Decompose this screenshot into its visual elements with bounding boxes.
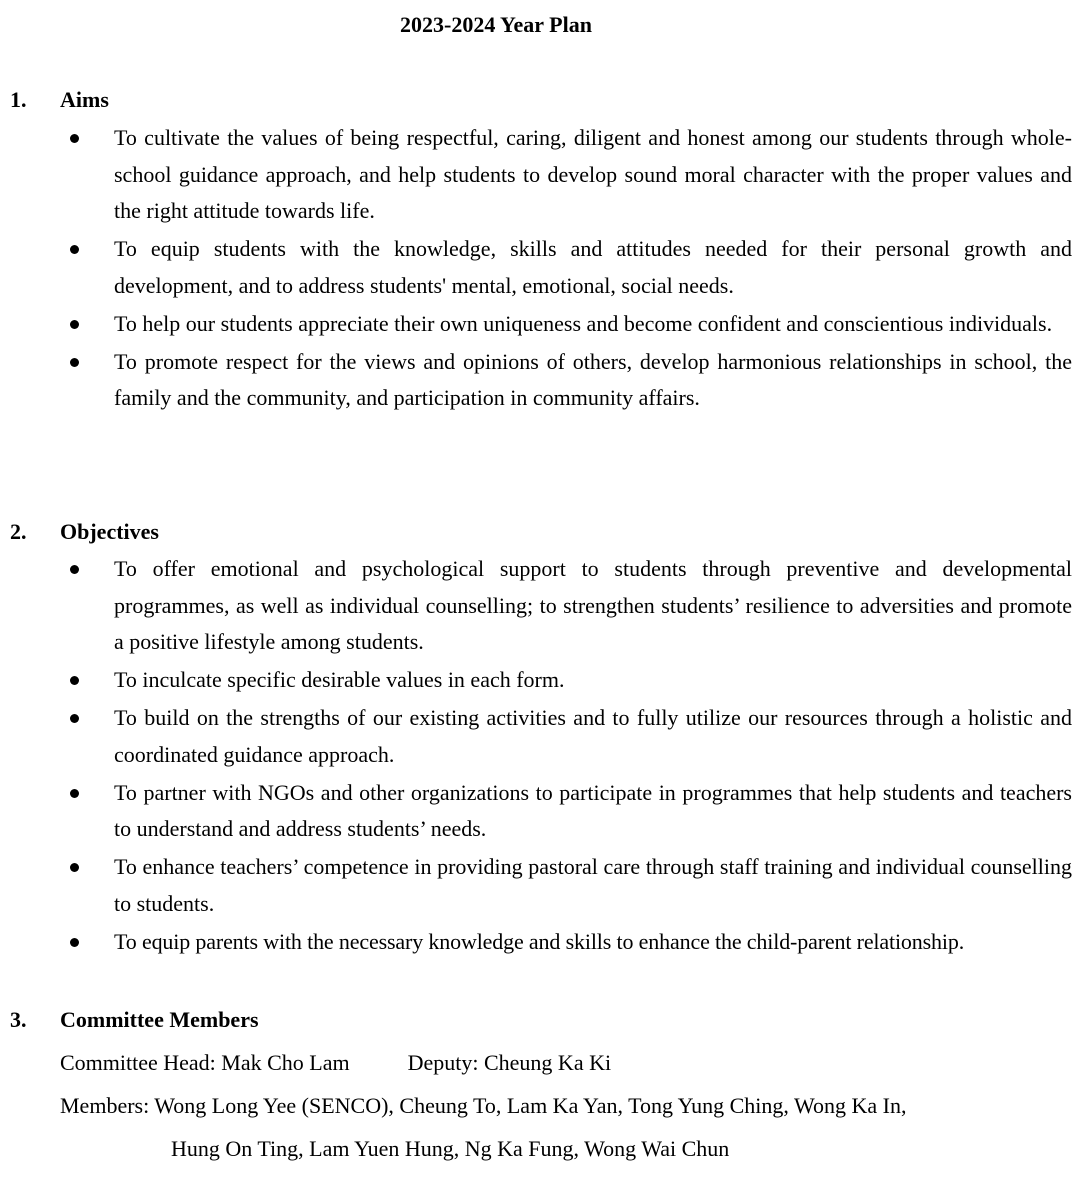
bullet-icon (70, 565, 79, 574)
list-item-text: To help our students appreciate their own uniqueness and become confident and conscientious individuals. (114, 310, 1053, 336)
bullet-icon (70, 134, 79, 143)
bullet-icon (70, 863, 79, 872)
list-item (0, 700, 1072, 773)
list-item-text: To build on the strengths of our existing activities and to fully utilize our resources through a holistic and coordinated guidance approach. (114, 705, 1072, 767)
list-item (0, 775, 1072, 848)
section-title: Objectives (60, 519, 159, 544)
list-item (0, 849, 1072, 922)
list-item (0, 344, 1072, 417)
list-item-text: To offer emotional and psychological support to students through preventive and developmental programmes, as well as individual counselling; to strengthen students’ resilience to adversities and promote a positive lifestyle among students. (114, 556, 1072, 654)
list-item (0, 551, 1072, 661)
list-item (0, 662, 1072, 699)
list-item-text: To cultivate the values of being respectful, caring, diligent and honest among our students through whole-school guidance approach, and help students to develop sound moral character with the proper values and the right attitude towards life. (114, 125, 1072, 223)
list-item-text: To equip parents with the necessary knowledge and skills to enhance the child-parent relationship. (114, 928, 965, 954)
bullet-icon (70, 676, 79, 685)
section-number: 3. (10, 1007, 27, 1032)
bullet-icon (70, 938, 79, 947)
committee-head-row (60, 1048, 611, 1078)
list-item (0, 231, 1072, 304)
list-item-text: To inculcate specific desirable values in each form. (114, 667, 565, 692)
list-item (0, 306, 1072, 343)
section-title: Committee Members (60, 1007, 259, 1032)
bullet-icon (70, 714, 79, 723)
list-item (0, 924, 1072, 961)
committee-members-continuation: Hung On Ting, Lam Yuen Hung, Ng Ka Fung, Wong Wai Chun (171, 1136, 730, 1161)
list-item-text: To promote respect for the views and opinions of others, develop harmonious relationships in school, the family and the community, and participation in community affairs. (114, 348, 1072, 410)
section-number: 2. (10, 519, 27, 544)
bullet-icon (70, 789, 79, 798)
page-title: 2023-2024 Year Plan (400, 12, 592, 37)
section-aims-heading (10, 85, 109, 115)
section-objectives-heading (10, 517, 159, 547)
committee-head: Committee Head: Mak Cho Lam (60, 1050, 350, 1075)
list-item-text: To partner with NGOs and other organizations to participate in programmes that help students and teachers to understand and address students’ needs. (114, 779, 1072, 841)
bullet-icon (70, 358, 79, 367)
bullet-icon (70, 245, 79, 254)
committee-deputy: Deputy: Cheung Ka Ki (407, 1050, 612, 1075)
aims-list (0, 120, 1072, 418)
section-title: Aims (60, 87, 109, 112)
list-item-text: To enhance teachers’ competence in providing pastoral care through staff training and individual counselling to students. (114, 854, 1072, 916)
list-item (0, 120, 1072, 230)
section-number: 1. (10, 87, 27, 112)
bullet-icon (70, 320, 79, 329)
section-committee-heading (10, 1005, 259, 1035)
list-item-text: To equip students with the knowledge, skills and attitudes needed for their personal growth and development, and to address students' mental, emotional, social needs. (114, 236, 1072, 298)
objectives-list (0, 551, 1072, 962)
committee-members-line: Members: Wong Long Yee (SENCO), Cheung To, Lam Ka Yan, Tong Yung Ching, Wong Ka In, (60, 1093, 907, 1118)
